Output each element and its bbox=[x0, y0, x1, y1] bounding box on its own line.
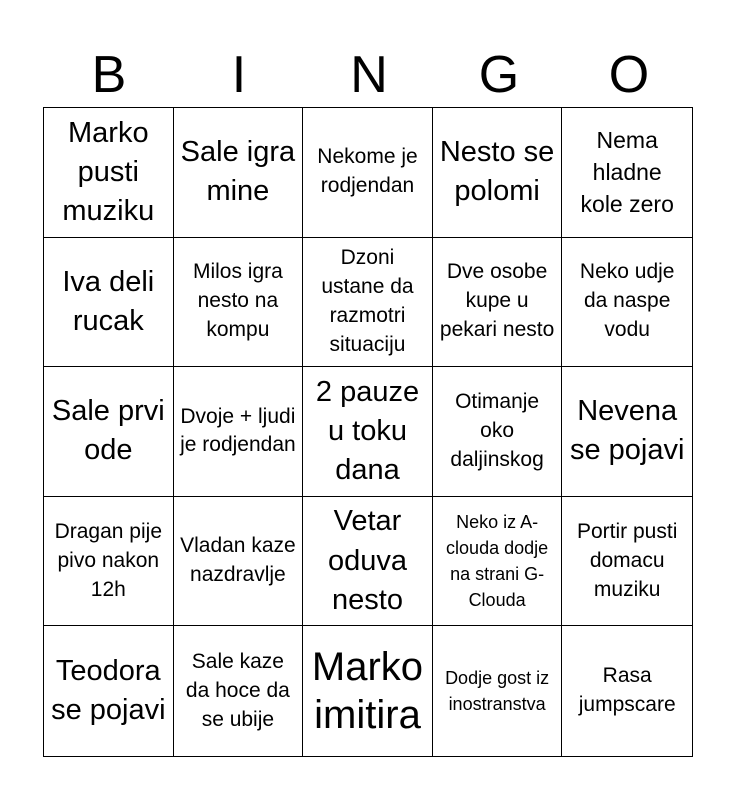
cell-text: Dragan pije pivo nakon 12h bbox=[54, 519, 162, 601]
cell-text: Milos igra nesto na kompu bbox=[192, 260, 283, 342]
cell-text: Iva deli rucak bbox=[62, 265, 155, 337]
cell-text: Sale kaze da hoce da se ubije bbox=[185, 649, 290, 731]
bingo-cell[interactable] bbox=[433, 238, 563, 368]
cell-text: 2 pauze u toku dana bbox=[315, 375, 420, 487]
bingo-cell[interactable] bbox=[562, 238, 692, 368]
header-letter-i: I bbox=[231, 46, 247, 104]
bingo-cell[interactable] bbox=[174, 367, 304, 497]
cell-text: Vetar oduva nesto bbox=[327, 505, 407, 616]
cell-text: Portir pusti domacu muziku bbox=[577, 519, 678, 601]
header-letter-b: B bbox=[91, 46, 127, 104]
cell-text: Nekome je rodjendan bbox=[317, 145, 418, 198]
bingo-cell[interactable] bbox=[433, 108, 563, 238]
cell-text: Dve osobe kupe u pekari nesto bbox=[439, 260, 555, 342]
bingo-cell[interactable] bbox=[303, 367, 433, 497]
bingo-cell[interactable] bbox=[303, 238, 433, 368]
bingo-cell[interactable] bbox=[44, 497, 174, 627]
cell-text: Dvoje + ljudi je rodjendan bbox=[180, 404, 296, 457]
bingo-cell[interactable] bbox=[44, 108, 174, 238]
cell-text: Nema hladne kole zero bbox=[580, 127, 674, 218]
cell-text: Nesto se polomi bbox=[439, 136, 555, 208]
bingo-header bbox=[44, 40, 694, 110]
header-letter-n: N bbox=[350, 46, 388, 104]
cell-text: Dzoni ustane da razmotri situaciju bbox=[321, 245, 414, 356]
cell-text: Sale prvi ode bbox=[51, 395, 165, 467]
cell-text: Marko imitira bbox=[311, 645, 424, 738]
cell-text: Sale igra mine bbox=[180, 136, 296, 208]
bingo-cell[interactable] bbox=[174, 497, 304, 627]
bingo-cell[interactable] bbox=[44, 626, 174, 756]
cell-text: Dodje gost iz inostranstva bbox=[445, 668, 550, 715]
cell-text: Otimanje oko daljinskog bbox=[450, 390, 544, 471]
cell-text: Nevena se pojavi bbox=[569, 395, 685, 467]
bingo-cell[interactable] bbox=[433, 497, 563, 627]
bingo-cell[interactable] bbox=[303, 626, 433, 756]
bingo-cell[interactable] bbox=[562, 367, 692, 497]
bingo-cell[interactable] bbox=[562, 626, 692, 756]
cell-text: Neko udje da naspe vodu bbox=[579, 260, 675, 342]
cell-text: Vladan kaze nazdravlje bbox=[180, 534, 296, 587]
cell-text: Marko pusti muziku bbox=[62, 116, 155, 227]
cell-text: Teodora se pojavi bbox=[51, 655, 166, 727]
header-letter-o: O bbox=[608, 46, 650, 104]
bingo-cell[interactable] bbox=[562, 108, 692, 238]
bingo-cell[interactable] bbox=[174, 238, 304, 368]
bingo-board bbox=[43, 107, 693, 757]
bingo-cell[interactable] bbox=[303, 108, 433, 238]
bingo-cell[interactable] bbox=[174, 108, 304, 238]
bingo-cell[interactable] bbox=[44, 238, 174, 368]
header-letter-g: G bbox=[478, 46, 520, 104]
cell-text: Rasa jumpscare bbox=[578, 664, 676, 717]
bingo-cell[interactable] bbox=[44, 367, 174, 497]
bingo-cell[interactable] bbox=[562, 497, 692, 627]
bingo-cell[interactable] bbox=[433, 367, 563, 497]
cell-text: Neko iz A-clouda dodje na strani G-Clouda bbox=[446, 511, 549, 611]
bingo-cell[interactable] bbox=[433, 626, 563, 756]
bingo-cell[interactable] bbox=[174, 626, 304, 756]
bingo-cell[interactable] bbox=[303, 497, 433, 627]
